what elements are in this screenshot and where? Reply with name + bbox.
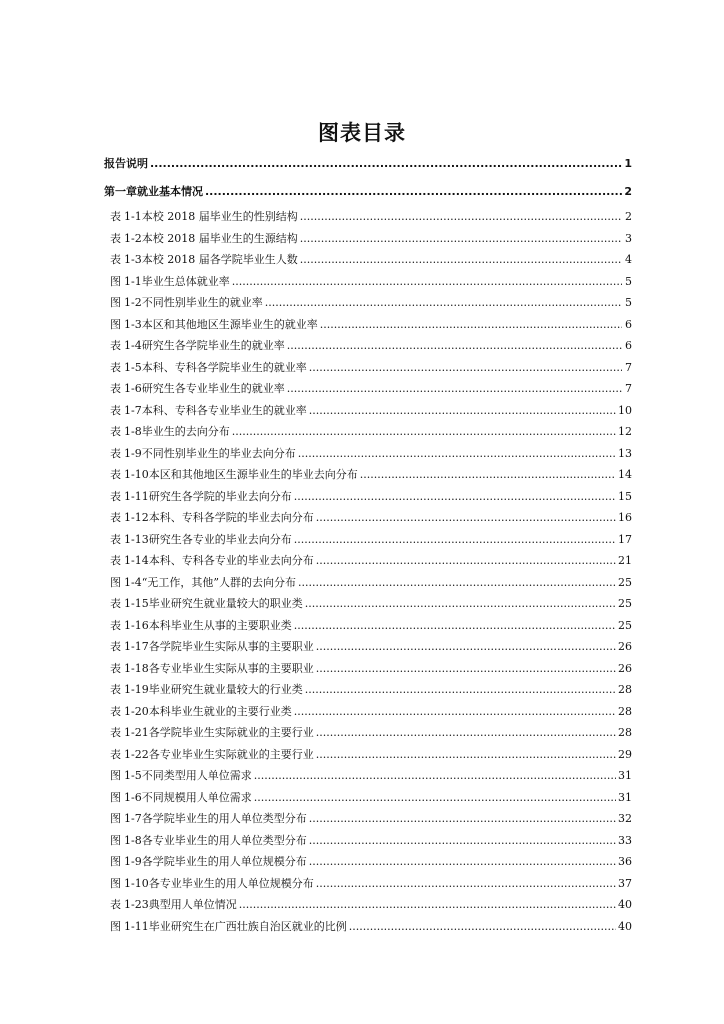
- toc-dot-leader: [294, 529, 616, 551]
- toc-figure-table-entry[interactable]: [104, 486, 632, 508]
- toc-entry-number: 1-4: [124, 339, 142, 352]
- toc-dot-leader: [316, 722, 616, 744]
- toc-figure-table-entry[interactable]: [104, 808, 632, 830]
- toc-entry-number: 1-18: [124, 661, 149, 675]
- toc-entry-title: 本科毕业生从事的主要职业类: [148, 618, 292, 632]
- toc-figure-table-entry[interactable]: [104, 357, 632, 379]
- toc-dot-leader: [300, 228, 622, 250]
- toc-entry-type: 表: [110, 532, 121, 546]
- toc-figure-table-entry[interactable]: [104, 894, 632, 916]
- toc-entry-type: 表: [110, 403, 121, 417]
- toc-figure-table-entry[interactable]: [104, 722, 632, 744]
- toc-page-number: 33: [618, 833, 632, 847]
- toc-page-number: 26: [618, 640, 632, 653]
- toc-dot-leader: [349, 916, 616, 938]
- toc-page-number: 40: [618, 919, 632, 933]
- toc-page-number: 32: [618, 812, 632, 825]
- toc-figure-table-entry[interactable]: [104, 249, 632, 271]
- toc-figure-table-entry[interactable]: [104, 787, 632, 809]
- toc-entry-number: 1-12: [124, 511, 149, 524]
- toc-page-number: 10: [618, 403, 632, 417]
- toc-entry-type: 表: [110, 382, 121, 395]
- toc-figure-table-entry[interactable]: [104, 206, 632, 228]
- toc-entry-type: 表: [110, 360, 121, 374]
- toc-dot-leader: [300, 206, 622, 228]
- toc-entry-number: 1-8: [124, 425, 142, 438]
- toc-entry-type: 表: [110, 210, 121, 223]
- toc-page-number: 29: [618, 747, 632, 761]
- toc-figure-table-entry[interactable]: [104, 335, 632, 357]
- toc-figure-table-entry[interactable]: [104, 765, 632, 787]
- toc-entry-title: “无工作，其他”人群的去向分布: [141, 575, 296, 589]
- toc-dot-leader: [320, 314, 622, 336]
- toc-page-number: 14: [618, 468, 632, 481]
- toc-entry-title: 各专业毕业生实际就业的主要行业: [148, 747, 314, 761]
- toc-entry-type: 表: [110, 683, 121, 696]
- toc-entry-type: 图: [110, 769, 121, 782]
- toc-section-label: 报告说明: [104, 157, 148, 170]
- toc-page-number: 17: [618, 532, 632, 546]
- toc-dot-leader: [316, 658, 616, 680]
- toc-figure-table-entry[interactable]: [104, 744, 632, 766]
- toc-figure-table-entry[interactable]: [104, 593, 632, 615]
- toc-page-number: 7: [625, 382, 632, 395]
- toc-entry-number: 1-7: [124, 812, 142, 825]
- toc-entry-title: 研究生各专业毕业生的就业率: [141, 382, 285, 395]
- toc-dot-leader: [232, 421, 616, 443]
- toc-entry-title: 不同类型用人单位需求: [141, 769, 252, 782]
- toc-dot-leader: [287, 378, 622, 400]
- toc-dot-leader: [254, 787, 616, 809]
- toc-entry-type: 图: [110, 317, 121, 331]
- toc-entry-type: 表: [110, 704, 121, 718]
- toc-entry-number: 1-13: [124, 532, 149, 546]
- toc-entry-type: 表: [110, 231, 121, 245]
- toc-figure-table-entry[interactable]: [104, 228, 632, 250]
- toc-figure-table-entry[interactable]: [104, 851, 632, 873]
- toc-entry-number: 1-5: [124, 360, 142, 374]
- toc-dot-leader: [305, 593, 616, 615]
- toc-page-number: 37: [618, 876, 632, 890]
- toc-page-number: 25: [618, 618, 632, 632]
- toc-figure-table-entry[interactable]: [104, 550, 632, 572]
- toc-entry-title: 毕业生的去向分布: [141, 425, 230, 438]
- toc-entry-type: 图: [110, 296, 121, 309]
- toc-entry-number: 1-10: [124, 468, 149, 481]
- toc-entry-title: 不同性别毕业生的毕业去向分布: [141, 446, 296, 460]
- toc-dot-leader: [316, 636, 616, 658]
- toc-entry-number: 1-3: [124, 253, 142, 266]
- toc-entry-number: 1-14: [124, 554, 149, 567]
- toc-dot-leader: [150, 150, 622, 178]
- toc-figure-table-entry[interactable]: [104, 615, 632, 637]
- toc-dot-leader: [265, 292, 622, 314]
- toc-entry-number: 1-23: [124, 898, 149, 911]
- toc-page-number: 6: [625, 339, 632, 352]
- toc-entry-number: 1-21: [124, 726, 149, 739]
- toc-page-number: 28: [618, 704, 632, 718]
- toc-entry-type: 表: [110, 511, 121, 524]
- toc-entry-number: 1-2: [124, 231, 142, 245]
- toc-entry-type: 图: [110, 919, 121, 933]
- toc-entry-title: 本科毕业生就业的主要行业类: [148, 704, 292, 718]
- toc-entry-type: 表: [110, 640, 121, 653]
- toc-entry-title: 毕业生总体就业率: [141, 274, 230, 288]
- toc-entry-number: 1-4: [124, 575, 142, 589]
- toc-entry-title: 研究生各学院毕业生的就业率: [141, 339, 285, 352]
- toc-page-number: 26: [618, 661, 632, 675]
- toc-entry-number: 1-17: [124, 640, 149, 653]
- toc-dot-leader: [309, 808, 616, 830]
- toc-entry-title: 本区和其他地区生源毕业生的毕业去向分布: [148, 468, 358, 481]
- toc-figure-table-entry[interactable]: [104, 529, 632, 551]
- toc-page-number: 31: [618, 769, 632, 782]
- toc-page-number: 25: [618, 597, 632, 610]
- toc-entry-number: 1-15: [124, 597, 149, 610]
- toc-page-number: 21: [618, 554, 632, 567]
- toc-entry-type: 图: [110, 274, 121, 288]
- toc-entry-number: 1-7: [124, 403, 142, 417]
- toc-entry-number: 1-16: [124, 618, 149, 632]
- toc-figure-table-entry[interactable]: [104, 443, 632, 465]
- toc-entry-title: 不同性别毕业生的就业率: [141, 296, 263, 309]
- toc-entry-title: 各专业毕业生的用人单位类型分布: [141, 833, 307, 847]
- toc-page-number: 25: [618, 575, 632, 589]
- toc-figure-table-entry[interactable]: [104, 507, 632, 529]
- toc-entry-title: 各学院毕业生实际从事的主要职业: [148, 640, 314, 653]
- toc-entry-title: 研究生各学院的毕业去向分布: [148, 489, 292, 503]
- toc-dot-leader: [309, 830, 616, 852]
- toc-figure-table-entry[interactable]: [104, 830, 632, 852]
- toc-entry-number: 1-22: [124, 747, 149, 761]
- toc-entry-title: 本科、专科各专业的毕业去向分布: [148, 554, 314, 567]
- toc-entry-title: 各学院毕业生的用人单位类型分布: [141, 812, 307, 825]
- toc-entry-number: 1-8: [124, 833, 142, 847]
- toc-figure-table-entry[interactable]: [104, 271, 632, 293]
- toc-figure-table-entry[interactable]: [104, 400, 632, 422]
- toc-entry-title: 各学院毕业生的用人单位规模分布: [141, 855, 307, 868]
- toc-page-number: 40: [618, 898, 632, 911]
- toc-entry-type: 表: [110, 726, 121, 739]
- toc-entry-title: 本校 2018 届各学院毕业生人数: [141, 253, 298, 266]
- toc-page-number: 3: [625, 231, 632, 245]
- toc-entry-number: 1-10: [124, 876, 149, 890]
- page-title: 图表目录: [318, 121, 406, 145]
- toc-section-label: 第一章: [104, 185, 137, 198]
- toc-chapter-entry[interactable]: [104, 178, 632, 206]
- toc-figure-table-entry[interactable]: [104, 916, 632, 938]
- toc-entry-number: 1-1: [124, 210, 142, 223]
- toc-dot-leader: [316, 550, 616, 572]
- toc-figure-table-entry[interactable]: [104, 636, 632, 658]
- toc-figure-table-entry[interactable]: [104, 292, 632, 314]
- toc-entry-type: 图: [110, 876, 121, 890]
- toc-dot-leader: [309, 400, 616, 422]
- toc-page-number: 36: [618, 855, 632, 868]
- toc-entry-type: 图: [110, 812, 121, 825]
- toc-page-number: 12: [618, 425, 632, 438]
- toc-entry-type: 表: [110, 554, 121, 567]
- toc-dot-leader: [294, 701, 616, 723]
- toc-entry-number: 1-2: [124, 296, 142, 309]
- toc-entry-type: 表: [110, 898, 121, 911]
- toc-entry-title: 本科、专科各学院毕业生的就业率: [141, 360, 307, 374]
- toc-dot-leader: [294, 486, 616, 508]
- toc-figure-table-entry[interactable]: [104, 464, 632, 486]
- toc-dot-leader: [298, 572, 616, 594]
- toc-page-number: 4: [625, 253, 632, 266]
- toc-entry-number: 1-6: [124, 790, 142, 804]
- toc-entry-title: 本校 2018 届毕业生的性别结构: [141, 210, 298, 223]
- toc-entry-title: 毕业研究生就业量较大的行业类: [148, 683, 303, 696]
- toc-entry-title: 典型用人单位情况: [148, 898, 237, 911]
- toc-entry-number: 1-9: [124, 446, 142, 460]
- toc-page-number: 28: [618, 726, 632, 739]
- toc-figure-table-entry[interactable]: [104, 421, 632, 443]
- toc-entry-number: 1-6: [124, 382, 142, 395]
- toc-entry-type: 图: [110, 790, 121, 804]
- toc-chapter-entry[interactable]: [104, 150, 632, 178]
- toc-entry-type: 表: [110, 597, 121, 610]
- toc-page-number: 16: [618, 511, 632, 524]
- toc-figure-table-entry[interactable]: [104, 873, 632, 895]
- toc-dot-leader: [316, 744, 616, 766]
- toc-page-number: 7: [625, 360, 632, 374]
- toc-entry-title: 各专业毕业生的用人单位规模分布: [148, 876, 314, 890]
- toc-figure-table-entry[interactable]: [104, 701, 632, 723]
- toc-entry-number: 1-11: [124, 919, 149, 933]
- toc-page-number: 2: [625, 210, 632, 223]
- toc-entry-type: 图: [110, 833, 121, 847]
- toc-page-number: 2: [624, 185, 632, 198]
- toc-dot-leader: [309, 851, 616, 873]
- toc-entry-type: 表: [110, 747, 121, 761]
- toc-page-number: 6: [625, 317, 632, 331]
- toc-dot-leader: [305, 679, 616, 701]
- toc-dot-leader: [316, 507, 616, 529]
- toc-entry-title: 本科、专科各学院的毕业去向分布: [148, 511, 314, 524]
- toc-page-number: 28: [618, 683, 632, 696]
- toc-entry-type: 表: [110, 339, 121, 352]
- toc-page-number: 5: [625, 296, 632, 309]
- toc-entry-type: 图: [110, 575, 121, 589]
- toc-entry-title: 本科、专科各专业毕业生的就业率: [141, 403, 307, 417]
- toc-page-number: 15: [618, 489, 632, 503]
- toc-figure-table-entry[interactable]: [104, 658, 632, 680]
- toc-page-number: 5: [625, 274, 632, 288]
- toc-entry-title: 研究生各专业的毕业去向分布: [148, 532, 292, 546]
- toc-dot-leader: [309, 357, 622, 379]
- toc-entry-title: 本区和其他地区生源毕业生的就业率: [141, 317, 318, 331]
- toc-dot-leader: [287, 335, 622, 357]
- toc-entry-type: 表: [110, 618, 121, 632]
- table-of-contents: [104, 150, 632, 937]
- toc-entry-title: 本校 2018 届毕业生的生源结构: [141, 231, 298, 245]
- toc-entry-type: 表: [110, 661, 121, 675]
- toc-entry-number: 1-20: [124, 704, 149, 718]
- toc-dot-leader: [232, 271, 622, 293]
- toc-entry-number: 1-1: [124, 274, 142, 288]
- toc-page-number: 13: [618, 446, 632, 460]
- toc-dot-leader: [239, 894, 616, 916]
- toc-entry-number: 1-19: [124, 683, 149, 696]
- toc-dot-leader: [254, 765, 616, 787]
- toc-entry-number: 1-5: [124, 769, 142, 782]
- toc-entry-type: 表: [110, 446, 121, 460]
- toc-figure-table-entry[interactable]: [104, 314, 632, 336]
- toc-entry-type: 表: [110, 468, 121, 481]
- toc-figure-table-entry[interactable]: [104, 378, 632, 400]
- toc-page-number: 31: [618, 790, 632, 804]
- toc-entry-number: 1-11: [124, 489, 149, 503]
- toc-figure-table-entry[interactable]: [104, 679, 632, 701]
- toc-figure-table-entry[interactable]: [104, 572, 632, 594]
- toc-entry-title: 各学院毕业生实际就业的主要行业: [148, 726, 314, 739]
- toc-entry-number: 1-3: [124, 317, 142, 331]
- toc-dot-leader: [360, 464, 616, 486]
- toc-dot-leader: [205, 178, 622, 206]
- toc-entry-title: 不同规模用人单位需求: [141, 790, 252, 804]
- toc-entry-title: 就业基本情况: [137, 185, 203, 198]
- toc-entry-title: 各专业毕业生实际从事的主要职业: [148, 661, 314, 675]
- toc-dot-leader: [300, 249, 622, 271]
- toc-entry-type: 表: [110, 425, 121, 438]
- toc-dot-leader: [316, 873, 616, 895]
- toc-page-number: 1: [624, 157, 632, 170]
- toc-entry-type: 表: [110, 489, 121, 503]
- toc-entry-type: 图: [110, 855, 121, 868]
- toc-entry-title: 毕业研究生就业量较大的职业类: [148, 597, 303, 610]
- toc-entry-number: 1-9: [124, 855, 142, 868]
- toc-entry-title: 毕业研究生在广西壮族自治区就业的比例: [148, 919, 347, 933]
- toc-dot-leader: [298, 443, 616, 465]
- toc-entry-type: 表: [110, 253, 121, 266]
- toc-dot-leader: [294, 615, 616, 637]
